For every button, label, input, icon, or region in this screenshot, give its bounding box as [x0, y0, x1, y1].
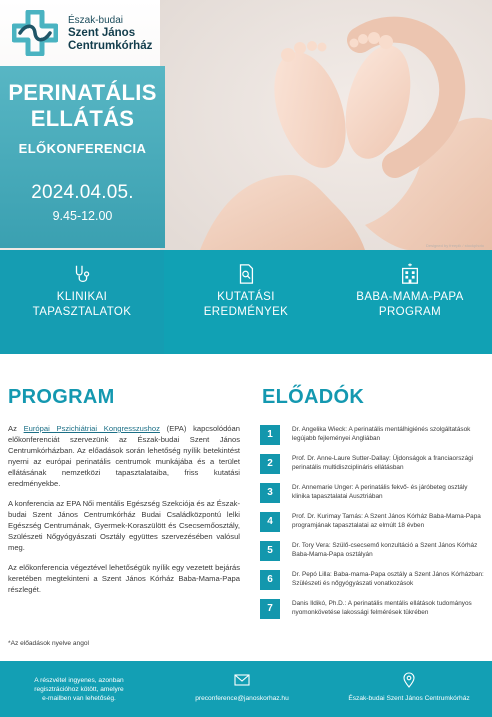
research-document-icon — [235, 263, 257, 285]
language-note: *Az előadások nyelve angol — [8, 640, 90, 647]
event-title-line-1: PERINATÁLIS — [8, 80, 157, 105]
program-heading: PROGRAM — [8, 386, 115, 408]
speaker-item — [260, 425, 486, 449]
logo-line-2: Szent János — [68, 26, 136, 39]
hero-banner — [0, 0, 492, 250]
registration-line-3: e-mailben van lehetőség. — [42, 695, 116, 702]
photo-credit: Designed by freepik / stockphoto — [425, 243, 484, 248]
location-pin-icon — [401, 672, 417, 688]
location-name: Észak-budai Szent János Centrumkórház — [348, 695, 470, 702]
speaker-number: 5 — [260, 541, 280, 561]
event-time: 9.45-12.00 — [52, 209, 113, 223]
email-contact[interactable] — [158, 661, 326, 717]
speaker-item — [260, 483, 486, 507]
speaker-text: Dr. Angelika Wieck: A perinatális mentálhigiénés szolgáltatások legújabb fejleményei Angliában — [292, 426, 471, 442]
program-paragraph-2: A konferencia az EPA Női mentális Egészség Szekciója és az Észak-budai Szent János Centrumkórház Budai Családközpontú lelki Egészség Centrumának, Gyermek-Koraszülött és Csecsemőosztály, Szülészeti Nőgyógyászati Osztály együttes szervezésében valósul meg. — [8, 499, 241, 552]
baby-feet-photo — [160, 0, 492, 250]
topic-clinical — [0, 250, 164, 354]
speaker-text: Prof. Dr. Anne-Laure Sutter-Dallay: Újdonságok a franciaországi perinatális multidiszciplináris ellátásban — [292, 455, 474, 471]
hospital-building-icon — [399, 263, 421, 285]
footer — [0, 661, 492, 717]
topic-research-line-2: EREDMÉNYEK — [203, 306, 289, 318]
speaker-item — [260, 454, 486, 478]
program-p1-end: (EPA) kapcsolódóan előkonferenciát szervezünk az Észak-budai Szent János Centrumkórházban. Az előadások során lehetőség nyílik betekintést nyerni az európai perinatális centrumok munkájába és a terület ellátásának nemzetközi tapasztalataiba, friss kutatási eredményekbe. — [8, 424, 240, 488]
speaker-number: 2 — [260, 454, 280, 474]
speakers-heading: ELŐADÓK — [262, 386, 365, 408]
topic-clinical-line-1: KLINIKAI — [56, 291, 108, 303]
speaker-item — [260, 541, 486, 565]
event-title-box — [0, 66, 165, 248]
logo-line-1: Észak-budai — [68, 14, 124, 26]
program-p1-start: Az — [8, 424, 24, 433]
event-title-line-2: ELLÁTÁS — [30, 106, 135, 131]
speaker-text: Prof. Dr. Kurimay Tamás: A Szent János Kórház Baba-Mama-Papa programjának tapasztalatai az elmúlt 18 évben — [292, 513, 481, 529]
speaker-number: 6 — [260, 570, 280, 590]
event-subtitle: ELŐKONFERENCIA — [18, 141, 147, 156]
speaker-text: Dr. Annemarie Unger: A perinatális fekvő- és járóbeteg osztály klinika tapasztalatai Ausztriában — [292, 484, 468, 500]
logo-line-3: Centrumkórház — [68, 39, 153, 52]
registration-info — [0, 661, 158, 717]
topic-clinical-line-2: TAPASZTALATOK — [32, 306, 132, 318]
location-contact — [326, 661, 492, 717]
event-title — [0, 80, 165, 132]
registration-line-2: regisztrációhoz kötött, amelyre — [34, 686, 124, 693]
topic-research — [164, 250, 328, 354]
email-address[interactable]: preconference@janoskorhaz.hu — [195, 695, 289, 702]
hospital-logo — [12, 10, 152, 56]
speaker-item — [260, 599, 486, 623]
speaker-number: 7 — [260, 599, 280, 619]
cross-logo-icon — [12, 10, 58, 56]
speaker-text: Dr. Tory Vera: Szülő-csecsemő konzultáció a Szent János Kórház Baba-Mama-Papa osztályán — [292, 542, 478, 558]
speaker-text: Danis Ildikó, Ph.D.: A perinatális mentális ellátások tudományos nyomonkövetése lakossági felmérések tükrében — [292, 600, 472, 616]
speaker-number: 4 — [260, 512, 280, 532]
topic-research-line-1: KUTATÁSI — [217, 291, 275, 303]
program-paragraph-3: Az előkonferencia végeztével lehetőségük nyílik egy vezetett bejárás keretében megtekinteni a Szent János Kórház Baba-Mama-Papa részlegét. — [8, 563, 240, 594]
envelope-icon — [234, 672, 250, 688]
topic-program — [328, 250, 492, 354]
stethoscope-icon — [71, 263, 93, 285]
registration-line-1: A részvétel ingyenes, azonban — [34, 677, 124, 684]
topic-program-line-1: BABA-MAMA-PAPA — [356, 291, 464, 303]
speaker-item — [260, 512, 486, 536]
topic-program-line-2: PROGRAM — [378, 306, 442, 318]
program-description — [8, 423, 240, 604]
speaker-item — [260, 570, 486, 594]
event-date: 2024.04.05. — [31, 182, 134, 203]
topics-band — [0, 250, 492, 354]
epa-congress-link[interactable]: Európai Pszichiátriai Kongresszushoz — [23, 424, 160, 433]
speaker-text: Dr. Pepó Lilla: Baba-mama-Papa osztály a Szent János Kórházban: Szülészeti és nőgyógyászati vonatkozások — [292, 571, 484, 587]
speaker-number: 3 — [260, 483, 280, 503]
program-paragraph-1 — [8, 423, 240, 489]
speaker-number: 1 — [260, 425, 280, 445]
